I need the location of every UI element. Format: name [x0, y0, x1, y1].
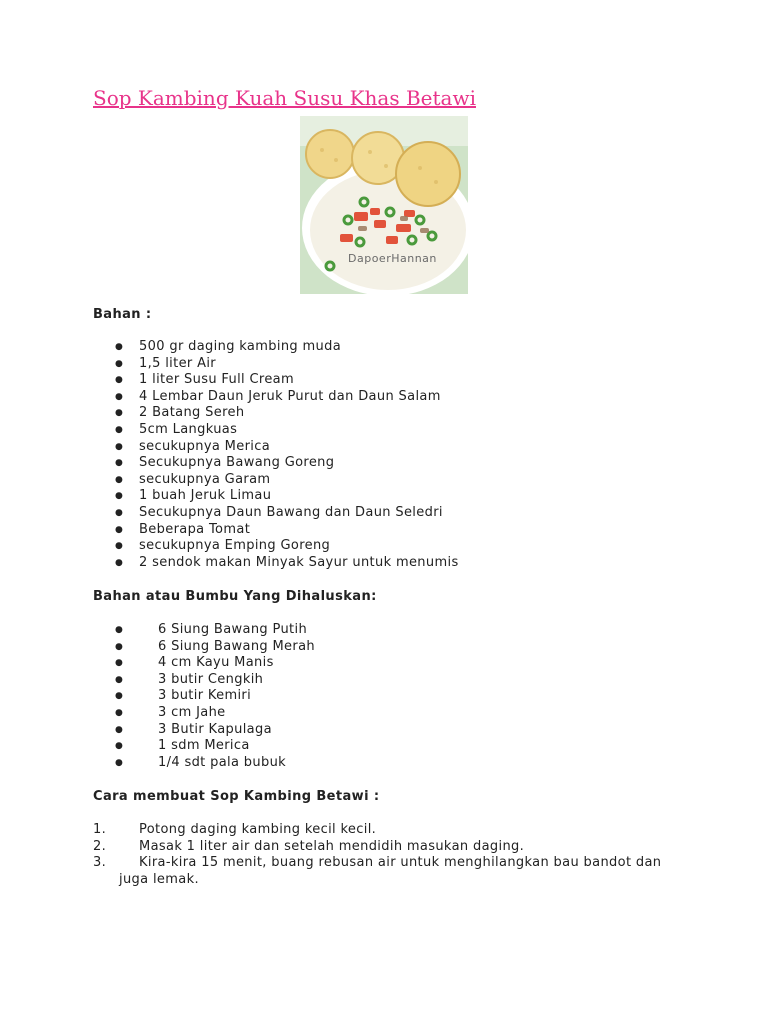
emping-cracker [396, 142, 460, 206]
bullet-icon: ● [115, 741, 124, 752]
recipe-title[interactable]: Sop Kambing Kuah Susu Khas Betawi [93, 86, 476, 110]
bullet-icon: ● [115, 707, 124, 718]
step-text-continued: juga lemak. [119, 871, 199, 887]
section-heading-cara: Cara membuat Sop Kambing Betawi : [93, 789, 380, 804]
step-item [93, 855, 693, 888]
bullet-icon: ● [115, 524, 124, 535]
emping-cracker [306, 130, 354, 178]
step-item [93, 839, 693, 856]
bullet-icon: ● [115, 507, 124, 518]
bullet-icon: ● [115, 358, 124, 369]
step-number: 2. [93, 838, 107, 854]
step-text: Potong daging kambing kecil kecil. [139, 822, 377, 837]
bullet-icon: ● [115, 658, 124, 669]
soup-image [300, 116, 468, 294]
bullet-icon: ● [115, 625, 124, 635]
step-text: Masak 1 liter air dan setelah mendidih masukan daging. [139, 838, 525, 854]
bullet-icon: ● [115, 424, 124, 435]
step-item [93, 822, 693, 839]
bullet-icon: ● [115, 441, 124, 452]
step-number: 3. [93, 855, 107, 871]
bullet-icon: ● [115, 458, 124, 469]
bullet-icon: ● [115, 408, 124, 419]
bullet-icon: ● [115, 757, 124, 768]
bullet-icon: ● [115, 474, 124, 485]
bullet-icon: ● [115, 375, 124, 386]
bullet-icon: ● [115, 557, 124, 568]
bullet-icon: ● [115, 641, 124, 652]
recipe-photo [300, 116, 468, 294]
bullet-icon: ● [115, 391, 124, 402]
bullet-icon: ● [115, 724, 124, 735]
steps-list [93, 822, 693, 888]
bullet-icon: ● [115, 691, 124, 702]
bullet-icon: ● [115, 342, 124, 352]
step-number: 1. [93, 822, 107, 837]
photo-watermark: DapoerHannan [348, 252, 437, 265]
step-text: Kira-kira 15 menit, buang rebusan air untuk menghilangkan bau bandot dan [139, 855, 662, 871]
bullet-icon: ● [115, 541, 124, 552]
bullet-icon: ● [115, 674, 124, 685]
section-heading-bumbu: Bahan atau Bumbu Yang Dihaluskan: [93, 589, 377, 604]
section-heading-bahan: Bahan : [93, 307, 152, 322]
bullet-icon: ● [115, 491, 124, 502]
